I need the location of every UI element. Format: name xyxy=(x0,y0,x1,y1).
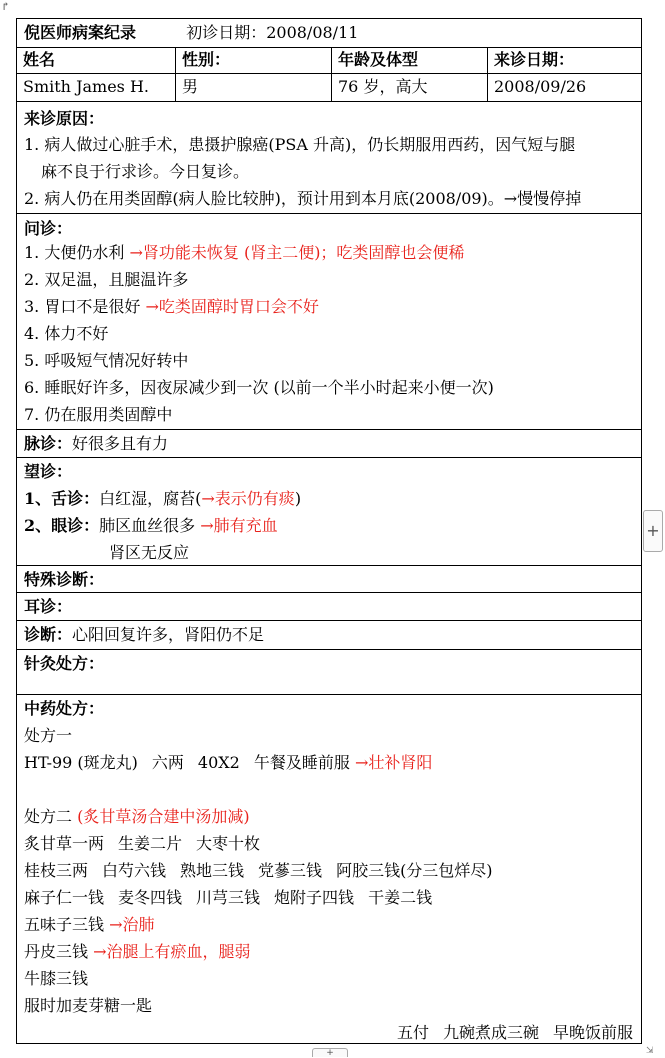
inquiry-item-text: 5. 呼吸短气情况好转中 xyxy=(24,351,189,370)
list-item xyxy=(24,323,108,345)
footer-item: 早晚饭前服 xyxy=(552,1023,633,1042)
rx2-note: (炙甘草汤合建中汤加减) xyxy=(77,807,250,826)
herb-item: 麦冬四钱 xyxy=(118,888,183,907)
rx1-item: 六两 xyxy=(151,753,184,772)
reason-line-3: 2. 病人仍在用类固醇(病人脸比较肿)，预计用到本月底(2008/09)。→慢慢停掉 xyxy=(24,189,582,208)
inquiry-item-text: 3. 胃口不是很好 xyxy=(24,297,146,316)
list-item xyxy=(24,377,494,399)
eye-label: 2、眼诊： xyxy=(24,516,100,535)
rx1-title: 处方一 xyxy=(24,726,73,745)
rx2-title-line xyxy=(24,806,250,828)
add-row-button[interactable]: + xyxy=(312,1048,348,1057)
name-label: 姓名 xyxy=(23,50,56,69)
pulse-section xyxy=(17,429,641,457)
herb-item: 白芍六钱 xyxy=(102,861,167,880)
visit-date: 2008/09/26 xyxy=(487,74,641,101)
list-item xyxy=(24,269,188,291)
herb-item: 熟地三钱 xyxy=(180,861,245,880)
list-item xyxy=(24,350,188,372)
inquiry-section xyxy=(17,213,641,429)
eye-line xyxy=(24,515,278,537)
acupuncture-section xyxy=(17,649,641,694)
inquiry-item-text: 6. 睡眠好许多，因夜尿减少到一次 (以前一个半小时起来小便一次) xyxy=(24,378,494,397)
rx1-item: 40X2 xyxy=(197,753,240,772)
patient-age-build: 76 岁，高大 xyxy=(331,74,487,101)
rx2-line-3 xyxy=(24,887,432,909)
inquiry-item-note: →肾功能未恢复 (肾主二便)；吃类固醇也会便稀 xyxy=(129,243,465,262)
inspection-title: 望诊： xyxy=(24,462,73,481)
herb-note: →治腿上有瘀血，腿弱 xyxy=(93,942,251,961)
rx1-item: 午餐及睡前服 xyxy=(253,753,355,772)
rx1-note: →壮补肾阳 xyxy=(354,753,433,772)
rx2-line-4 xyxy=(24,914,155,936)
inquiry-item-note: →吃类固醇时胃口会不好 xyxy=(145,297,319,316)
ear-diagnosis-title: 耳诊： xyxy=(24,597,73,616)
reason-line-2: 麻不良于行求诊。今日复诊。 xyxy=(41,162,250,181)
patient-name: Smith James H. xyxy=(23,77,149,96)
diagnosis-section xyxy=(17,620,641,649)
diagnosis-line xyxy=(24,624,264,646)
tongue-close: ) xyxy=(294,489,302,508)
herb-item: 炙甘草一两 xyxy=(24,834,105,853)
header-row xyxy=(17,19,641,47)
eye-line-2: 肾区无反应 xyxy=(109,543,190,562)
rx2-line-2 xyxy=(24,860,493,882)
acupuncture-title: 针灸处方： xyxy=(24,654,105,673)
diagnosis-title: 诊断： xyxy=(24,625,73,644)
inspection-section xyxy=(17,457,641,565)
add-column-button[interactable]: + xyxy=(643,510,663,552)
rx2-footer xyxy=(397,1022,633,1044)
reason-title: 来诊原因： xyxy=(24,109,105,128)
herb-item: 五味子三钱 xyxy=(24,915,110,934)
first-visit-date: 初诊日期：2008/08/11 xyxy=(186,23,359,42)
rx2-line-1 xyxy=(24,833,260,855)
gender-label: 性别： xyxy=(175,48,331,73)
herbal-title: 中药处方： xyxy=(24,699,105,718)
herb-item: 川芎三钱 xyxy=(196,888,261,907)
rx2-line-7: 服时加麦芽糖一匙 xyxy=(24,996,153,1015)
eye-note: →肺有充血 xyxy=(200,516,278,535)
medical-record-table xyxy=(16,18,642,1044)
rx2-title: 处方二 xyxy=(24,807,78,826)
rx2-line-6: 牛膝三钱 xyxy=(24,969,89,988)
eye-text: 肺区血丝很多 xyxy=(99,516,201,535)
herb-item: 麻子仁一钱 xyxy=(24,888,105,907)
inquiry-item-text: 7. 仍在服用类固醇中 xyxy=(24,405,173,424)
pulse-text: 好很多且有力 xyxy=(72,434,169,453)
herb-note: →治肺 xyxy=(109,915,155,934)
footer-item: 五付 xyxy=(396,1023,429,1042)
table-resize-handle-icon[interactable]: ⇲ xyxy=(646,1046,654,1056)
patient-gender: 男 xyxy=(175,74,331,101)
ear-diagnosis-section xyxy=(17,592,641,620)
table-move-handle-icon[interactable]: ↱ xyxy=(1,0,11,13)
record-title: 倪医师病案纪录 xyxy=(24,23,137,42)
inquiry-title: 问诊： xyxy=(24,219,73,238)
herb-item: 干姜二钱 xyxy=(368,888,433,907)
herb-item: 丹皮三钱 xyxy=(24,942,94,961)
list-item xyxy=(24,242,464,264)
herb-item: 党蔘三钱 xyxy=(258,861,323,880)
pulse-title: 脉诊： xyxy=(24,434,73,453)
herbal-section xyxy=(17,694,641,1043)
herb-item: 大枣十枚 xyxy=(196,834,261,853)
inquiry-item-text: 2. 双足温，且腿温许多 xyxy=(24,270,189,289)
visit-date-label: 来诊日期： xyxy=(487,48,641,73)
tongue-text: 白红湿，腐苔( xyxy=(99,489,202,508)
list-item xyxy=(24,296,319,318)
herb-item: 生姜二片 xyxy=(118,834,183,853)
diagnosis-text: 心阳回复许多，肾阳仍不足 xyxy=(72,625,265,644)
special-diagnosis-title: 特殊诊断： xyxy=(24,570,105,589)
reason-line-1: 1. 病人做过心脏手术，患摄护腺癌(PSA 升高)，仍长期服用西药，因气短与腿 xyxy=(24,135,576,154)
herb-item: 桂枝三两 xyxy=(24,861,89,880)
pulse-line xyxy=(24,433,168,455)
rx1-item: HT-99 (斑龙丸) xyxy=(24,753,138,772)
tongue-label: 1、舌诊： xyxy=(24,489,100,508)
inquiry-item-text: 1. 大便仍水利 xyxy=(24,243,130,262)
tongue-line xyxy=(24,488,301,510)
tongue-note: →表示仍有痰 xyxy=(201,489,295,508)
inquiry-item-text: 4. 体力不好 xyxy=(24,324,109,343)
header-line xyxy=(24,22,358,44)
rx2-line-5 xyxy=(24,941,251,963)
list-item xyxy=(24,404,172,426)
age-build-label: 年龄及体型 xyxy=(331,48,487,73)
special-diagnosis-section xyxy=(17,565,641,592)
reason-section xyxy=(17,101,641,213)
rx1-line xyxy=(24,752,432,774)
info-label-row xyxy=(17,47,641,73)
herb-item: 阿胶三钱(分三包烊尽) xyxy=(336,861,493,880)
info-value-row xyxy=(17,73,641,101)
herb-item: 炮附子四钱 xyxy=(274,888,355,907)
footer-item: 九碗煮成三碗 xyxy=(442,1023,539,1042)
